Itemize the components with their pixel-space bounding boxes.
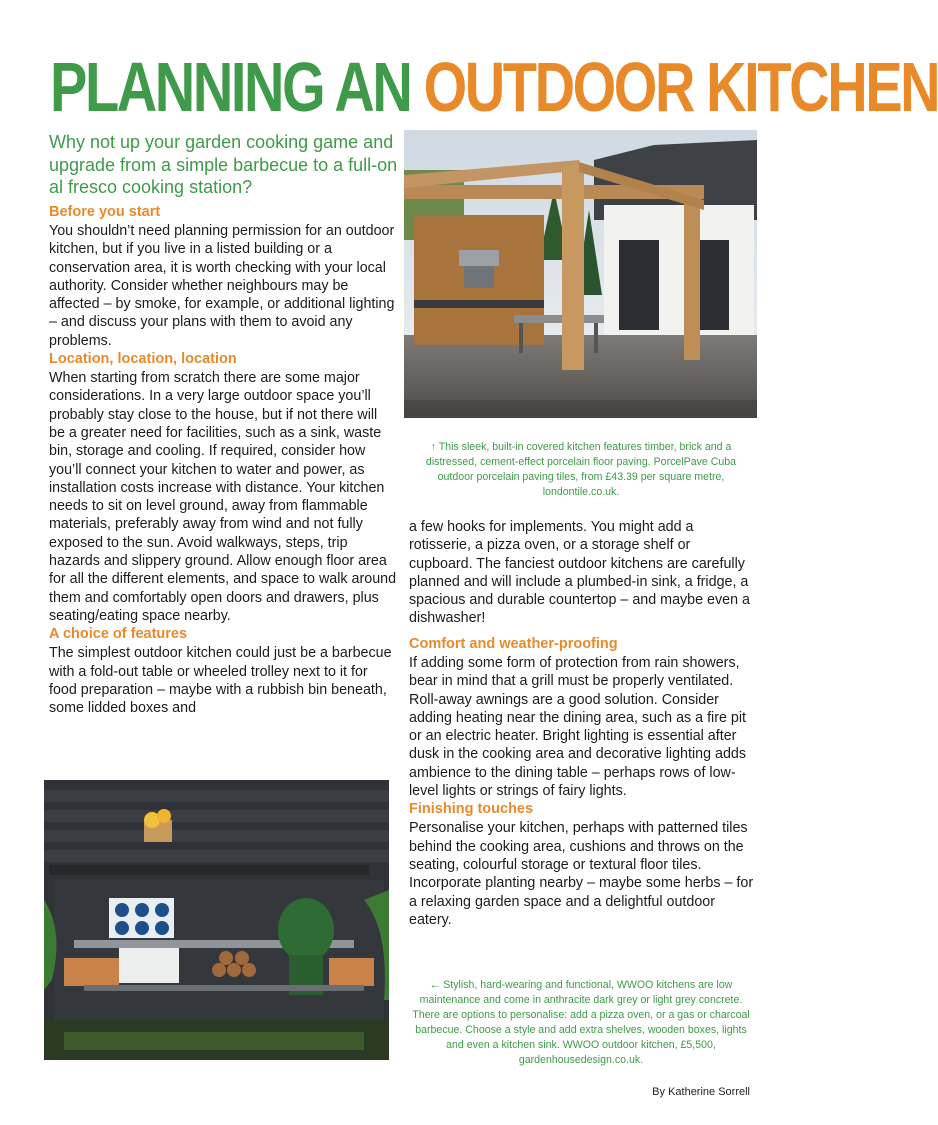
caption-top-text: This sleek, built-in covered kitchen features timber, brick and a distressed, cement-effect porcelain floor paving. PorcelPave Cuba outdoor porcelain paving tiles, from £43.39 per square metre, londontile.co.uk. <box>425 441 737 498</box>
photo-pergola-kitchen <box>404 130 757 418</box>
heading-location: Location, location, location <box>49 351 237 368</box>
byline: By Katherine Sorrell <box>652 1086 750 1098</box>
intro-standfirst: Why not up your garden cooking game and upgrade from a simple barbecue to a full-on al fresco cooking station? <box>49 132 398 197</box>
caption-top <box>412 440 750 500</box>
text-location: When starting from scratch there are some major considerations. In a very large outdoor space you’ll probably stay close to the house, but if not there will be a greater need for facilities, such as a sink, waste bin, storage and cooling. If required, consider how you’ll connect your kitchen to water and power, as installation costs increase with distance. Your kitchen needs to sit on level ground, away from flammable materials, preferably away from wind and not fully exposed to the sun. Avoid walkways, steps, trip hazards and slippery ground. Allow enough floor area for all the different elements, and space to walk around them and comfortably open doors and drawers, plus seating/eating space nearby. <box>49 370 397 624</box>
arrow-left-icon: ← <box>429 979 441 991</box>
left-column <box>49 203 397 717</box>
arrow-up-icon: ↑ <box>430 441 436 453</box>
text-features-continued: a few hooks for implements. You might add a rotisserie, a pizza oven, or a storage shelf or cupboard. The fanciest outdoor kitchens are carefully planned and will include a plumbed-in sink, a fridge, a spacious and durable countertop – and maybe even a dishwasher! <box>409 519 750 627</box>
right-column <box>409 635 754 929</box>
caption-bottom-text: Stylish, hard-wearing and functional, WWOO kitchens are low maintenance and come in anthracite dark grey or light grey concrete. There are options to personalise: add a pizza oven, or a gas or charcoal barbecue. Choose a style and add extra shelves, wooden boxes, lights and even a kitchen sink. WWOO outdoor kitchen, £5,500, gardenhousedesign.co.uk. <box>412 979 750 1066</box>
text-comfort: If adding some form of protection from rain showers, bear in mind that a grill must be properly ventilated. Roll-away awnings are a good solution. Consider adding heating near the dining area, such as a fire pit or an electric heater. Bright lighting is essential after dusk in the cooking area and decorative lighting adds ambience to the dining table – perhaps rows of low-level lights or strings of fairy lights. <box>409 655 747 800</box>
text-features: The simplest outdoor kitchen could just be a barbecue with a fold-out table or wheeled trolley next to it for food preparation – maybe with a rubbish bin beneath, some lidded boxes and <box>49 645 392 717</box>
heading-before-you-start: Before you start <box>49 204 161 220</box>
right-column-continuation <box>409 518 754 628</box>
heading-features: A choice of features <box>49 626 188 643</box>
heading-comfort: Comfort and weather-proofing <box>409 636 618 652</box>
photo-wwoo-kitchen <box>44 780 389 1060</box>
heading-finishing: Finishing touches <box>409 801 534 818</box>
caption-bottom <box>410 978 752 1068</box>
text-finishing: Personalise your kitchen, perhaps with patterned tiles behind the cooking area, cushions and throws on the seating, colourful storage or textural floor tiles. Incorporate planting nearby – maybe some herbs – for a relaxing garden space and a delightful outdoor eatery. <box>409 820 754 928</box>
title-part-green: PLANNING AN <box>50 48 411 126</box>
title-part-orange: OUTDOOR KITCHEN <box>423 48 938 126</box>
text-before-you-start: You shouldn’t need planning permission for an outdoor kitchen, but if you live in a listed building or a conservation area, it is worth checking with your local authority. Consider whether neighbours may be affected – by smoke, for example, or additional lighting – and discuss your plans with them to avoid any problems. <box>49 223 395 349</box>
page-title <box>50 48 938 126</box>
